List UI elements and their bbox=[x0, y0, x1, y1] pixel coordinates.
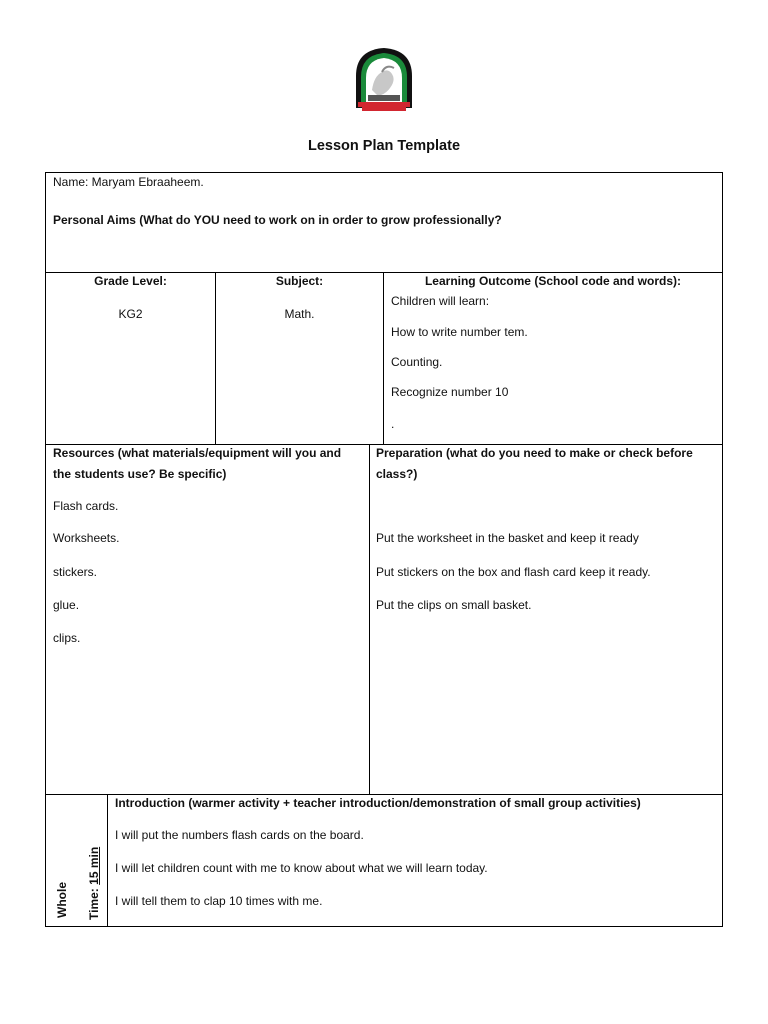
grade-value: KG2 bbox=[118, 307, 143, 321]
resources-label: Resources bbox=[53, 446, 115, 460]
whole-label: Whole bbox=[55, 882, 69, 918]
introduction-label: Introduction bbox=[115, 796, 185, 810]
grade-label: Grade Level: bbox=[94, 274, 167, 288]
preparation-item: Put the clips on small basket. bbox=[376, 598, 532, 612]
time-label bbox=[87, 847, 101, 920]
preparation-item: Put the worksheet in the basket and keep it ready bbox=[376, 531, 639, 545]
outcome-heading bbox=[384, 273, 722, 289]
resource-item: stickers. bbox=[53, 565, 98, 579]
preparation-label: Preparation bbox=[376, 446, 443, 460]
personal-aims-line bbox=[53, 212, 502, 228]
resource-item: glue. bbox=[53, 598, 80, 612]
introduction-hint: (warmer activity + teacher introduction/demonstration of small group activities) bbox=[188, 796, 641, 810]
outcome-line: Recognize number 10 bbox=[391, 385, 509, 399]
info-row-box bbox=[45, 272, 723, 445]
time-label-text: Time: bbox=[87, 888, 101, 920]
introduction-item: I will let children count with me to know about what we will learn today. bbox=[115, 861, 488, 875]
resources-hint-2: the students use? Be specific) bbox=[53, 467, 227, 481]
preparation-hint-2: class?) bbox=[376, 467, 418, 481]
outcome-hint: (School code and words) bbox=[534, 274, 678, 288]
preparation-heading bbox=[376, 445, 693, 461]
resources-row-box bbox=[45, 444, 723, 795]
outcome-line: . bbox=[391, 417, 395, 431]
name-field: Name: Maryam Ebraaheem. bbox=[53, 175, 204, 189]
outcome-line: Children will learn: bbox=[391, 294, 490, 308]
subject-label: Subject: bbox=[275, 274, 324, 288]
outcome-colon: : bbox=[677, 274, 682, 288]
outcome-line: Counting. bbox=[391, 355, 443, 369]
personal-aims-label: Personal Aims bbox=[53, 213, 136, 227]
introduction-heading bbox=[115, 795, 641, 811]
resources-heading bbox=[53, 445, 341, 461]
resource-item: Flash cards. bbox=[53, 499, 119, 513]
preparation-hint-1: (what do you need to make or check before bbox=[446, 446, 693, 460]
resource-item: clips. bbox=[53, 631, 81, 645]
personal-aims-question: (What do YOU need to work on in order to grow professionally? bbox=[139, 213, 502, 227]
introduction-item: I will tell them to clap 10 times with me. bbox=[115, 894, 323, 908]
resources-hint-1: (what materials/equipment will you and bbox=[117, 446, 342, 460]
introduction-item: I will put the numbers flash cards on the board. bbox=[115, 828, 364, 842]
preparation-item: Put stickers on the box and flash card keep it ready. bbox=[376, 565, 651, 579]
page-title: Lesson Plan Template bbox=[307, 138, 461, 154]
school-logo-icon bbox=[352, 46, 416, 114]
outcome-line: How to write number tem. bbox=[391, 325, 528, 339]
outcome-label: Learning Outcome bbox=[424, 274, 531, 288]
time-value: 15 min bbox=[87, 846, 101, 885]
resource-item: Worksheets. bbox=[53, 531, 120, 545]
subject-value: Math. bbox=[284, 307, 315, 321]
